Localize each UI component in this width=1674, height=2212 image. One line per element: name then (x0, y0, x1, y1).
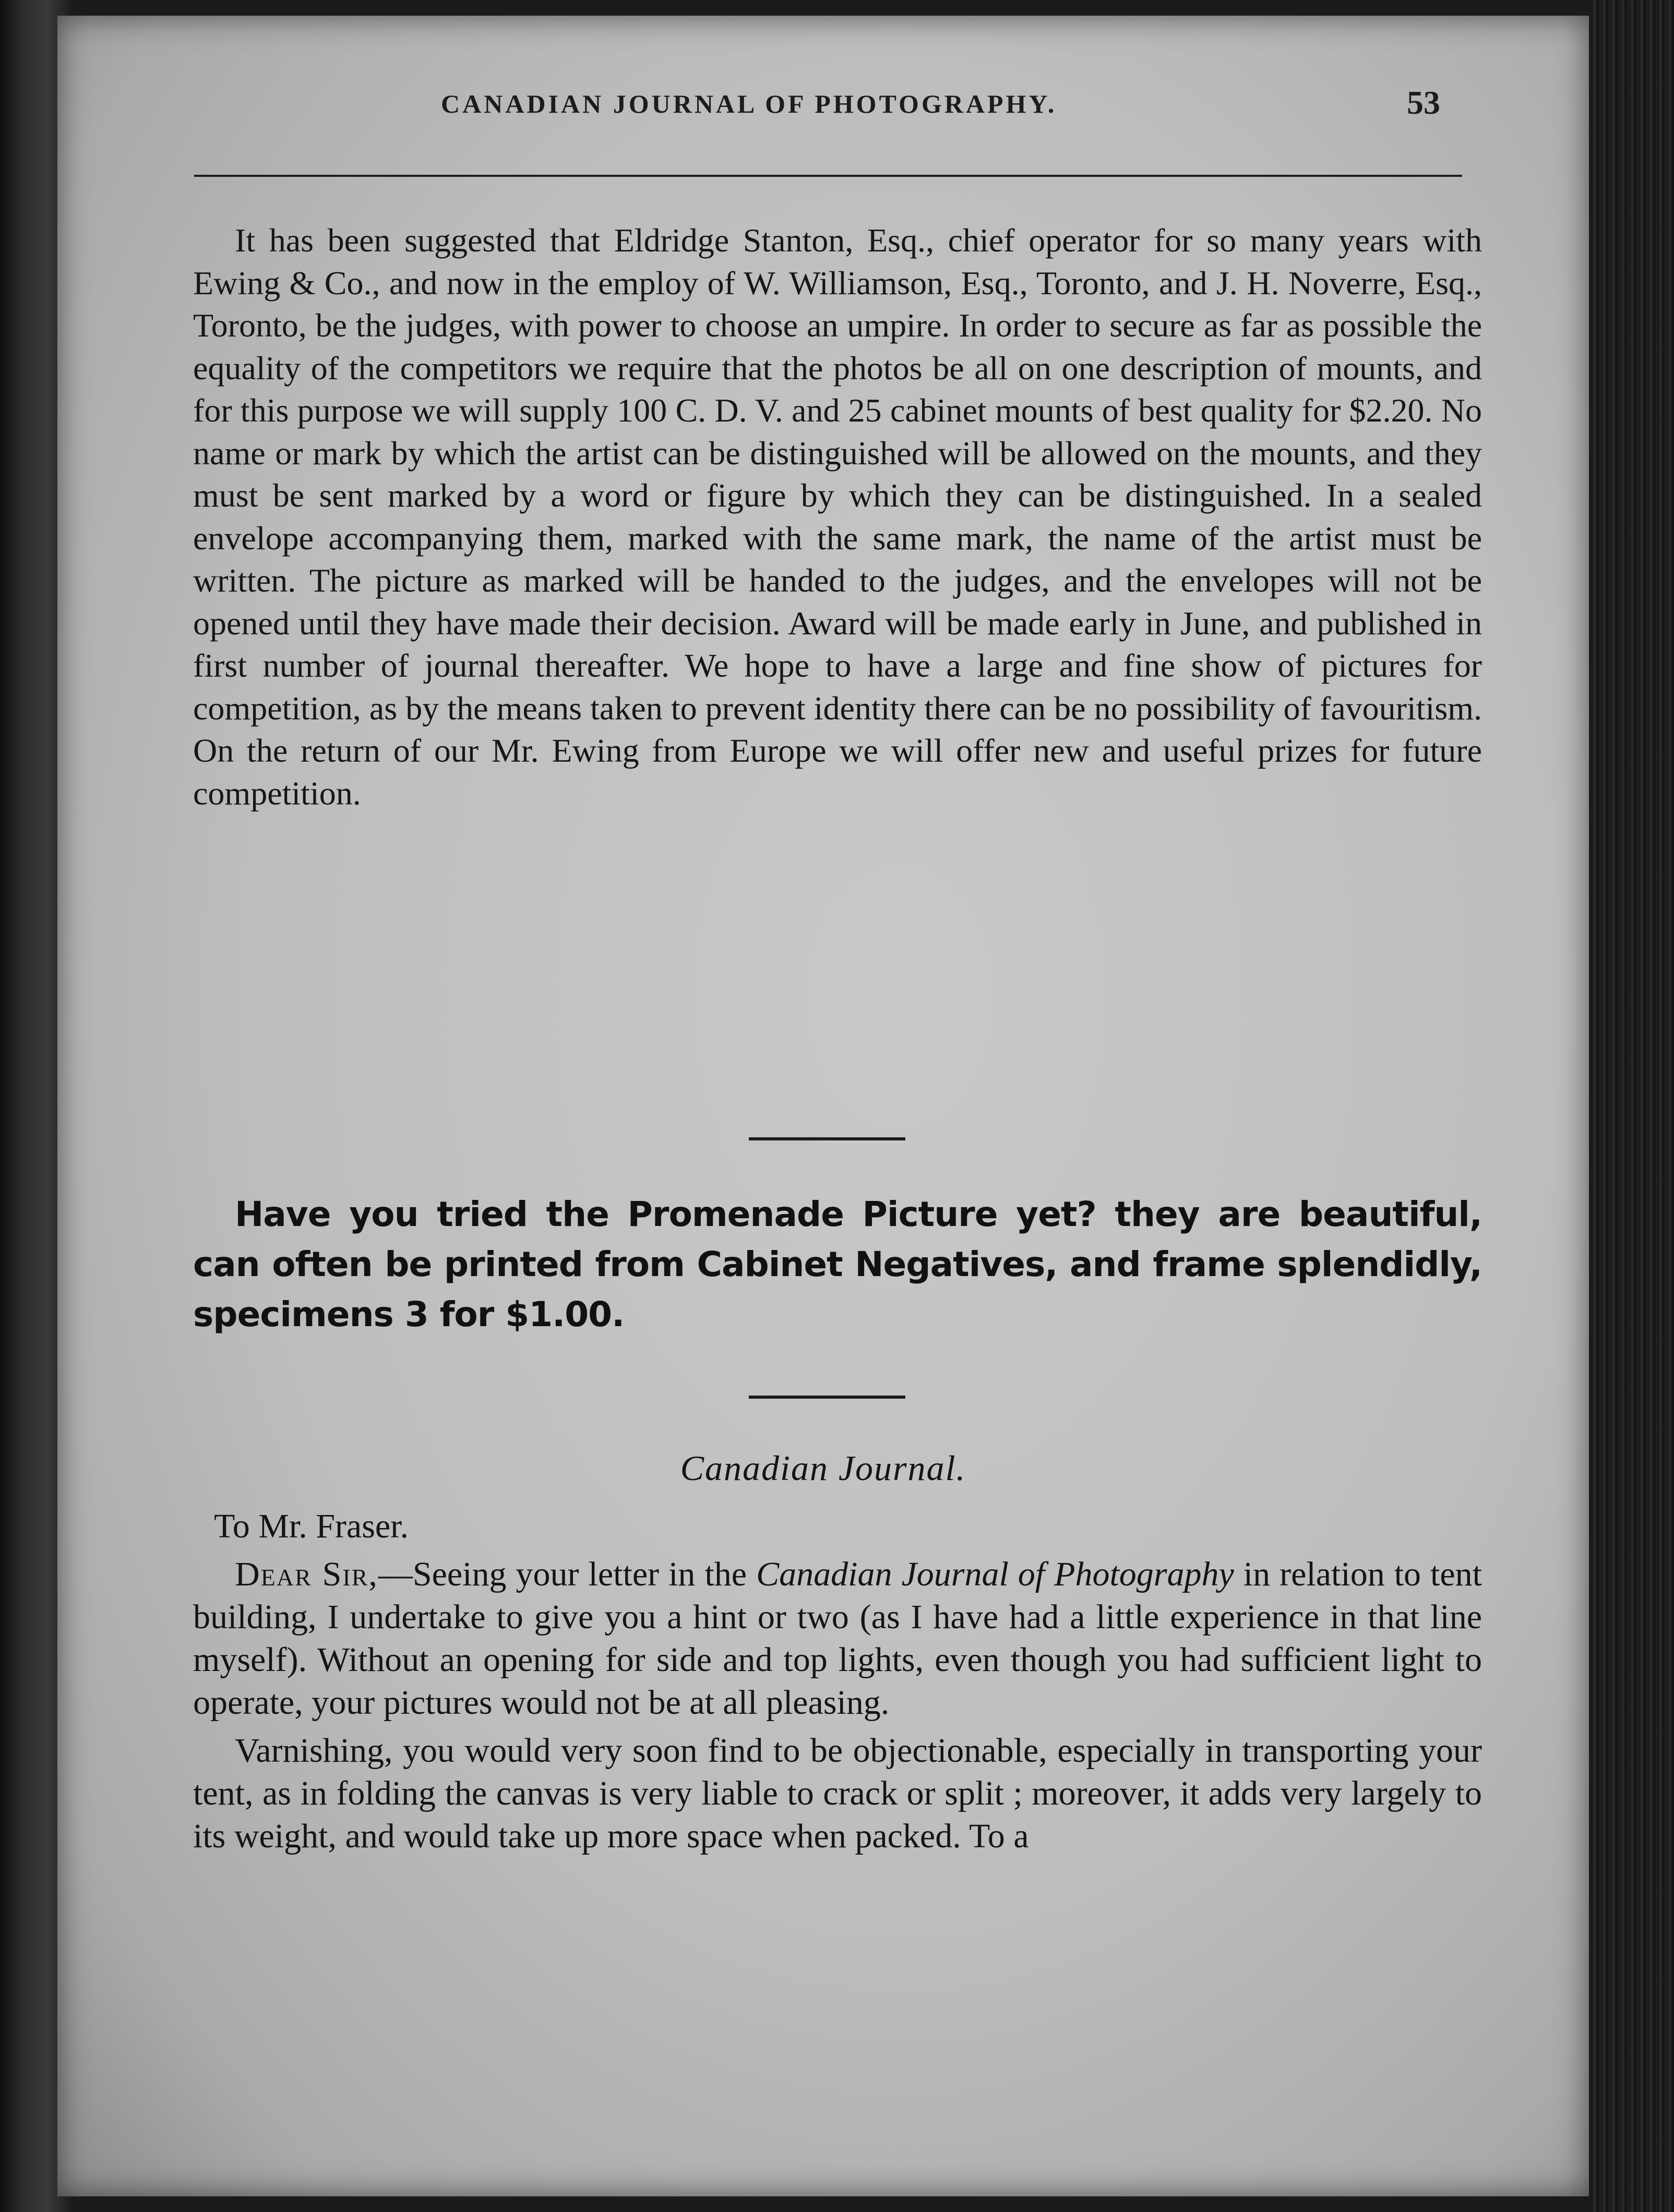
publication-title: Canadian Journal of Photography (756, 1555, 1234, 1593)
article-paragraph: It has been suggested that Eldridge Stanton, Esq., chief operator for so many years with Ewing & Co., and now in the employ of W. Williamson, Esq., Toronto, and J. H. Noverre, Esq., Toronto, be the judges, with power to choose an umpire. In order to secure as far as possible the equality of the competitors we require that the photos be all on one description of mounts, and for this purpose we will supply 100 C. D. V. and 25 cabinet mounts of best quality for $2.20. No name or mark by which the artist can be distinguished will be allowed on the mounts, and they must be sent marked by a word or figure by which they can be distinguished. In a sealed envelope accompanying them, marked with the same mark, the name of the artist must be written. The picture as marked will be handed to the judges, and the envelopes will not be opened until they have made their decision. Award will be made early in June, and published in first number of journal thereafter. We hope to have a large and fine show of pictures for competition, as by the means taken to prevent identity there can be no possibility of favouritism. On the return of our Mr. Ewing from Europe we will offer new and useful prizes for future competition. (193, 222, 1482, 812)
letter-text: —Seeing your letter in the (378, 1555, 757, 1593)
header-rule (194, 175, 1462, 177)
book-page (57, 16, 1589, 2196)
section-divider (749, 1396, 905, 1399)
main-article (193, 219, 1482, 814)
letter-paragraph-1 (193, 1553, 1482, 1724)
running-title: CANADIAN JOURNAL OF PHOTOGRAPHY. (441, 89, 1057, 118)
advertisement-text: Have you tried the Promenade Picture yet? they are beautiful, can often be printed from Cabinet Negatives, and frame splendidly, specimens 3 for $1.00. (193, 1194, 1482, 1335)
section-title: Canadian Journal. (680, 1448, 966, 1488)
page-number: 53 (1407, 84, 1440, 121)
letter (193, 1505, 1482, 1858)
section-divider (749, 1137, 905, 1140)
running-head (188, 83, 1461, 130)
letter-addressee: To Mr. Fraser. (214, 1507, 409, 1545)
book-gutter (1592, 0, 1674, 2212)
letter-salutation: Dear Sir, (235, 1555, 378, 1593)
letter-paragraph-2: Varnishing, you would very soon find to be objectionable, especially in transporting your tent, as in folding the canvas is very liable to crack or split ; moreover, it adds very largely to its weight, and would take up more space when packed. To a (193, 1732, 1482, 1855)
advertisement (193, 1189, 1482, 1340)
letter-text: in relation to tent building, I undertake to give you a hint or two (as I have had a little experience in that line myself). Without an opening for side and top lights, even though you had sufficient light to operate, your pictures would not be at all pleasing. (193, 1555, 1482, 1722)
